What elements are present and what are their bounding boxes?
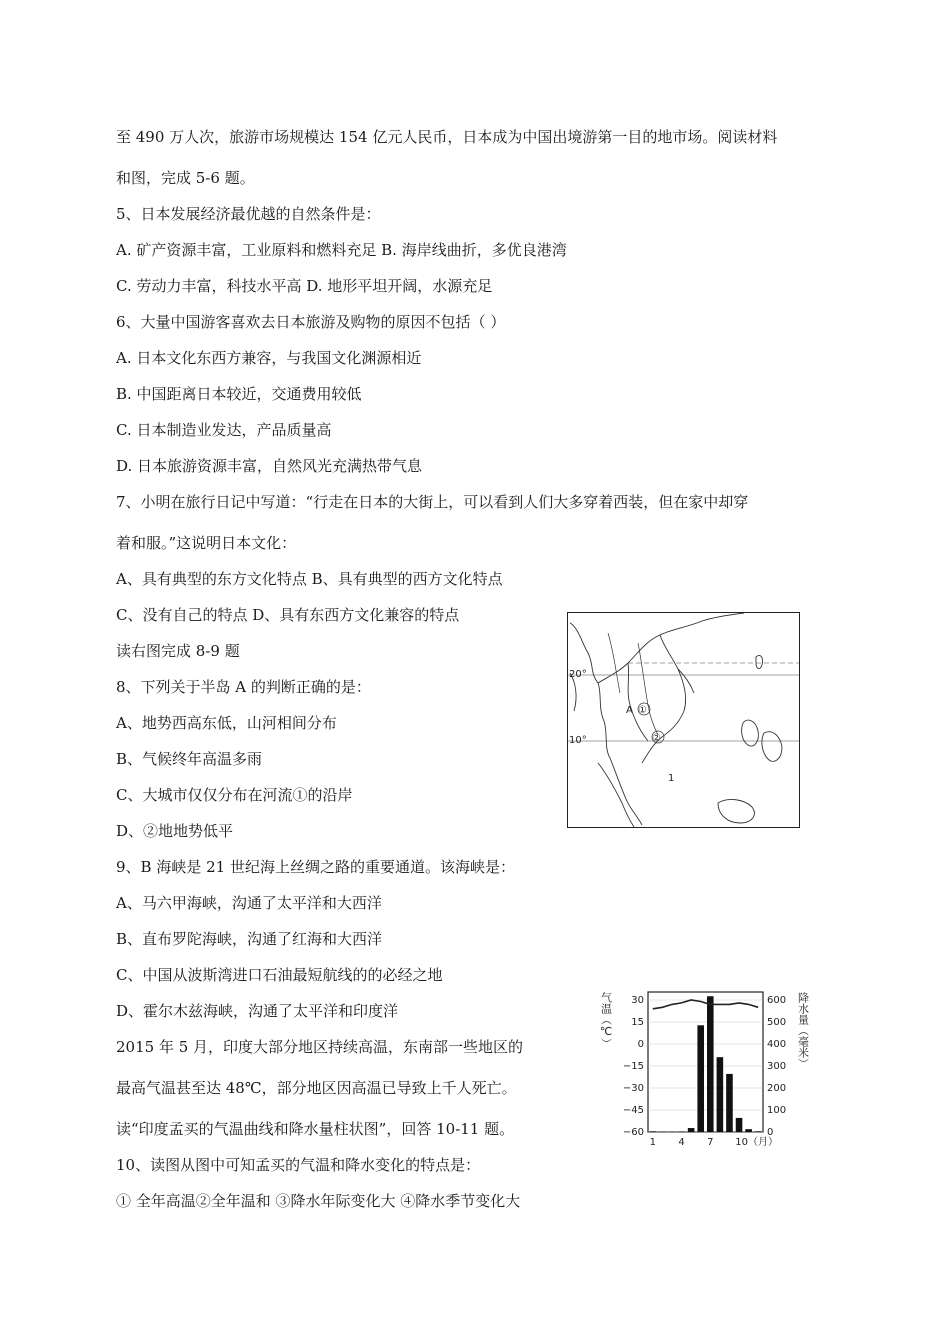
text-line: 9、B 海峡是 21 世纪海上丝绸之路的重要通道。该海峡是： — [116, 858, 515, 876]
text-line: D、②地地势低平 — [116, 822, 234, 840]
map-label-a: A — [626, 705, 633, 716]
text-line: D. 日本旅游资源丰富，自然风光充满热带气息 — [116, 457, 423, 475]
precip-bar — [736, 1118, 743, 1132]
left-tick-label: 15 — [631, 1017, 644, 1028]
southeast-asia-map — [567, 612, 800, 828]
precip-bar — [717, 1057, 724, 1132]
precip-bar — [745, 1129, 752, 1132]
left-tick-label: −30 — [622, 1083, 644, 1094]
text-line: 10、读图从图中可知孟买的气温和降水变化的特点是： — [116, 1156, 481, 1174]
left-tick-label: 30 — [631, 995, 644, 1006]
map-label: 1 — [668, 773, 675, 784]
text-line: D、霍尔木兹海峡，沟通了太平洋和印度洋 — [116, 1002, 399, 1020]
left-tick-label: −45 — [622, 1105, 644, 1116]
text-line: C、没有自己的特点 D、具有东西方文化兼容的特点 — [116, 606, 460, 624]
precip-bar — [707, 996, 714, 1132]
text-line: C、中国从波斯湾进口石油最短航线的的必经之地 — [116, 966, 443, 984]
mumbai-climate-chart — [598, 982, 820, 1150]
map-label-river-1: ① — [638, 705, 647, 716]
left-tick-label: 0 — [637, 1039, 644, 1050]
precip-bar — [755, 1131, 762, 1132]
text-line: 7、小明在旅行日记中写道：“行走在日本的大街上，可以看到人们大多穿着西装，但在家中却穿 — [116, 493, 749, 511]
text-line: B. 中国距离日本较近，交通费用较低 — [116, 385, 362, 403]
map-label: 10° — [569, 735, 587, 746]
precip-bar — [697, 1025, 704, 1132]
x-tick-label: 7 — [707, 1137, 714, 1148]
temperature-curve — [653, 1000, 758, 1009]
text-line: A. 矿产资源丰富，工业原料和燃料充足 B. 海岸线曲折，多优良港湾 — [116, 241, 567, 259]
x-tick-label: 1 — [649, 1137, 656, 1148]
text-line: A、地势西高东低，山河相间分布 — [116, 714, 337, 732]
text-line: 和图，完成 5-6 题。 — [116, 169, 255, 187]
text-line: A、马六甲海峡，沟通了太平洋和大西洋 — [116, 894, 382, 912]
text-line: 5、日本发展经济最优越的自然条件是： — [116, 205, 381, 223]
text-line: B、气候终年高温多雨 — [116, 750, 263, 768]
x-tick-label: 10（月） — [735, 1137, 778, 1148]
text-line: B、直布罗陀海峡，沟通了红海和大西洋 — [116, 930, 383, 948]
right-axis-label: 降水量（毫米） — [796, 992, 810, 1069]
climate-chart-svg — [598, 982, 820, 1150]
precip-bar — [650, 1131, 657, 1132]
precip-bar — [688, 1128, 695, 1132]
right-tick-label: 400 — [767, 1039, 787, 1050]
right-tick-label: 200 — [767, 1083, 787, 1094]
right-tick-label: 100 — [767, 1105, 787, 1116]
map-drawing — [568, 613, 799, 827]
right-tick-label: 500 — [767, 1017, 787, 1028]
text-line: C. 日本制造业发达，产品质量高 — [116, 421, 332, 439]
text-line: A、具有典型的东方文化特点 B、具有典型的西方文化特点 — [116, 570, 503, 588]
text-line: 读“印度孟买的气温曲线和降水量柱状图”，回答 10-11 题。 — [116, 1120, 515, 1138]
text-line: 6、大量中国游客喜欢去日本旅游及购物的原因不包括（ ） — [116, 313, 506, 331]
text-line: C. 劳动力丰富，科技水平高 D. 地形平坦开阔，水源充足 — [116, 277, 493, 295]
text-line: C、大城市仅仅分布在河流①的沿岸 — [116, 786, 353, 804]
text-line: 8、下列关于半岛 A 的判断正确的是： — [116, 678, 371, 696]
x-tick-label: 4 — [678, 1137, 685, 1148]
precip-bar — [726, 1074, 733, 1132]
map-label: 20° — [569, 669, 587, 680]
text-line: ① 全年高温②全年温和 ③降水年际变化大 ④降水季节变化大 — [116, 1192, 521, 1210]
map-label-2: ② — [652, 733, 661, 744]
right-tick-label: 600 — [767, 995, 787, 1006]
left-axis-label: 气温（℃） — [599, 992, 613, 1049]
text-line: 至 490 万人次，旅游市场规模达 154 亿元人民币，日本成为中国出境游第一目的地市场。阅读材料 — [116, 128, 778, 146]
text-line: 着和服。”这说明日本文化： — [116, 534, 297, 552]
text-line: 最高气温甚至达 48℃，部分地区因高温已导致上千人死亡。 — [116, 1079, 517, 1097]
left-tick-label: −15 — [622, 1061, 644, 1072]
right-tick-label: 300 — [767, 1061, 787, 1072]
text-line: 读右图完成 8-9 题 — [116, 642, 240, 660]
text-line: A. 日本文化东西方兼容，与我国文化渊源相近 — [116, 349, 422, 367]
left-tick-label: −60 — [622, 1127, 644, 1138]
text-line: 2015 年 5 月，印度大部分地区持续高温，东南部一些地区的 — [116, 1038, 524, 1056]
right-tick-label: 0 — [767, 1127, 774, 1138]
